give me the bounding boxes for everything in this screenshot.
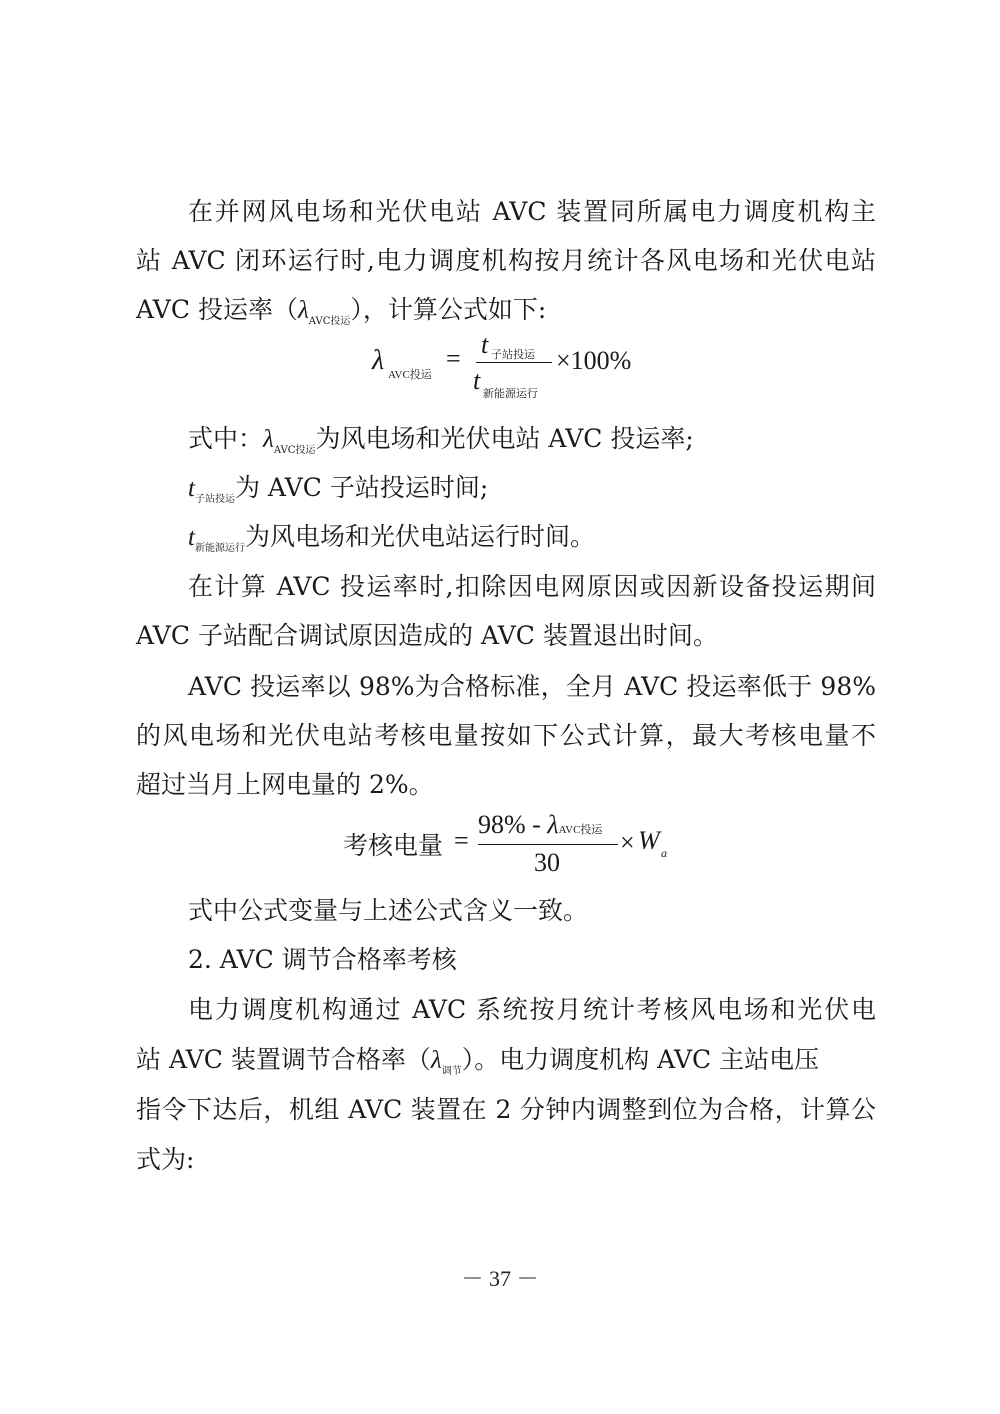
assessment-label: 考核电量 (343, 831, 444, 860)
equals-sign: = (446, 344, 461, 373)
subscript: 调节 (441, 1066, 462, 1077)
numerator-subscript: 子站投运 (491, 349, 535, 361)
lambda-symbol: λ (372, 345, 385, 376)
paragraph-5-line-3: 指令下达后，机组 AVC 装置在 2 分钟内调整到位为合格，计算公 (136, 1095, 876, 1124)
denominator-subscript: 新能源运行 (483, 388, 538, 400)
text-segment: 式中： (188, 424, 264, 453)
lambda-symbol: λ (547, 810, 559, 839)
text-segment: 为风电场和光伏电站运行时间。 (244, 522, 595, 551)
paragraph-3-line-1: AVC 投运率以 98%为合格标准，全月 AVC 投运率低于 98% (188, 672, 876, 701)
numerator (478, 810, 602, 840)
times-sign: × (620, 828, 635, 857)
numerator-text: 98% - (478, 810, 548, 839)
definition-t-substation (188, 468, 928, 520)
t-symbol: t (188, 524, 195, 551)
times-100-percent: ×100% (556, 346, 632, 375)
paragraph-5-line-2 (136, 1040, 876, 1092)
subscript: 子站投运 (194, 494, 235, 505)
t-symbol: t (188, 475, 195, 502)
paragraph-3-line-2: 的风电场和光伏电站考核电量按如下公式计算，最大考核电量不 (136, 721, 876, 750)
lambda-symbol: λ (430, 1047, 442, 1074)
t-symbol: t (481, 330, 489, 359)
paragraph-5-line-4: 式为: (136, 1145, 195, 1174)
text-segment: 为风电场和光伏电站 AVC 投运率; (315, 424, 694, 453)
lambda-symbol: λ (297, 297, 309, 324)
page-number: － 37 － (461, 1266, 539, 1291)
w-symbol: W (638, 826, 660, 855)
paragraph-1-line-1: 在并网风电场和光伏电站 AVC 装置同所属电力调度机构主 (188, 197, 876, 226)
paragraph-2-line-1: 在计算 AVC 投运率时,扣除因电网原因或因新设备投运期间 (188, 572, 876, 601)
equals-sign: = (454, 826, 469, 855)
subscript: 新能源运行 (194, 543, 245, 554)
t-symbol: t (473, 366, 481, 395)
paragraph-1-line-3 (136, 290, 876, 342)
text-segment: AVC 投运率（ (136, 295, 298, 324)
formula-subscript: AVC投运 (388, 369, 432, 381)
paragraph-3-line-3: 超过当月上网电量的 2%。 (136, 770, 434, 799)
text-segment: ），计算公式如下: (350, 295, 547, 324)
denominator: 30 (534, 848, 560, 877)
lambda-symbol: λ (263, 426, 274, 453)
section-title: 2. AVC 调节合格率考核 (188, 945, 457, 974)
text-segment: 为 AVC 子站投运时间; (234, 473, 489, 502)
text-segment: 站 AVC 装置调节合格率（ (136, 1045, 431, 1074)
subscript: AVC投运 (308, 316, 351, 327)
paragraph-1-line-2: 站 AVC 闭环运行时,电力调度机构按月统计各风电场和光伏电站 (136, 246, 876, 275)
paragraph-2-line-2: AVC 子站配合调试原因造成的 AVC 装置退出时间。 (136, 621, 718, 650)
w-subscript: a (661, 846, 667, 860)
paragraph-5-line-1: 电力调度机构通过 AVC 系统按月统计考核风电场和光伏电 (188, 995, 876, 1024)
paragraph-4: 式中公式变量与上述公式含义一致。 (188, 896, 589, 925)
subscript: AVC投运 (273, 445, 316, 456)
fraction-bar (478, 844, 618, 845)
text-segment: ）。电力调度机构 AVC 主站电压 (461, 1045, 820, 1074)
definition-lambda (188, 419, 928, 471)
numerator-subscript: AVC投运 (558, 824, 603, 836)
definition-t-newenergy (188, 517, 928, 569)
fraction-bar (476, 362, 552, 363)
